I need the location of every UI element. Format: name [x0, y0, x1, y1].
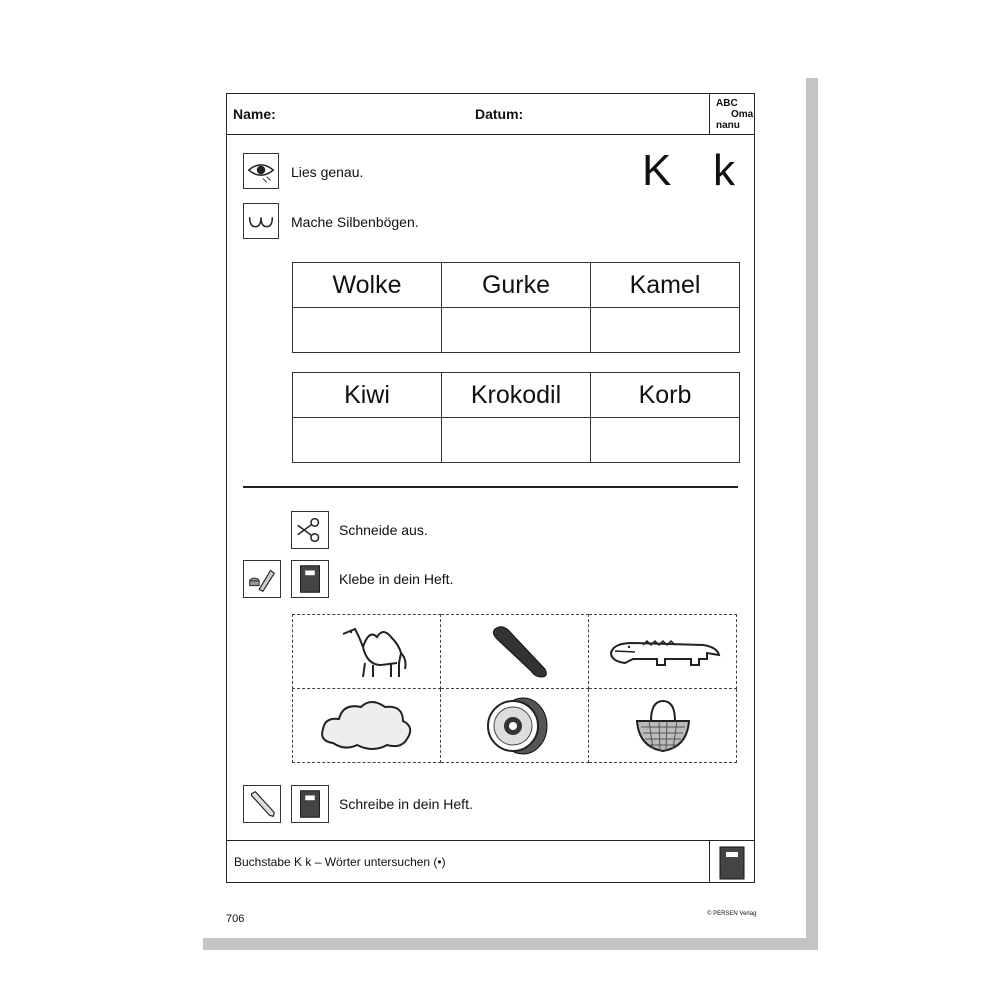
date-label: Datum: — [475, 106, 524, 122]
badge-line: nanu — [716, 120, 740, 131]
badge-line: ABC — [716, 98, 738, 109]
picture-cell[interactable] — [589, 689, 737, 763]
badge-line: Oma — [731, 109, 754, 120]
page-number: 706 — [226, 913, 245, 925]
instruction-syllables: Mache Silbenbögen. — [291, 214, 419, 230]
camel-icon — [307, 619, 427, 685]
picture-cell[interactable] — [293, 689, 441, 763]
crocodile-icon — [603, 619, 723, 685]
publisher-credit: © PERSEN Verlag — [707, 911, 757, 917]
header-divider — [226, 134, 755, 135]
instruction-glue: Klebe in dein Heft. — [339, 571, 454, 587]
word-cell: Kiwi — [293, 373, 442, 418]
word-cell: Gurke — [442, 263, 591, 308]
syllable-arc-icon — [243, 203, 279, 239]
glue-icon — [243, 560, 281, 598]
word-table-2 — [292, 372, 740, 463]
name-label: Name: — [233, 106, 276, 122]
picture-cell[interactable] — [293, 615, 441, 689]
word-cell: Wolke — [293, 263, 442, 308]
picture-cell[interactable] — [589, 615, 737, 689]
answer-cell[interactable] — [442, 308, 591, 353]
kiwi-icon — [455, 693, 575, 759]
cloud-icon — [307, 693, 427, 759]
word-cell: Korb — [591, 373, 740, 418]
letter-lower: k — [713, 146, 735, 195]
notebook-icon — [291, 785, 329, 823]
picture-cell[interactable] — [441, 615, 589, 689]
abc-badge — [716, 98, 753, 131]
header-badge-divider — [709, 93, 710, 135]
letter-upper: K — [642, 146, 672, 195]
pencil-icon — [243, 785, 281, 823]
instruction-cut: Schneide aus. — [339, 522, 428, 538]
cucumber-icon — [455, 619, 575, 685]
answer-cell[interactable] — [591, 418, 740, 463]
footer-caption: Buchstabe K k – Wörter untersuchen (•) — [234, 855, 446, 869]
word-cell: Kamel — [591, 263, 740, 308]
basket-icon — [603, 693, 723, 759]
answer-cell[interactable] — [591, 308, 740, 353]
word-table-1 — [292, 262, 740, 353]
instruction-write: Schreibe in dein Heft. — [339, 796, 473, 812]
section-divider — [243, 486, 738, 488]
worksheet-frame — [226, 93, 755, 883]
picture-cell[interactable] — [441, 689, 589, 763]
answer-cell[interactable] — [293, 418, 442, 463]
picture-cutout-grid — [292, 614, 737, 763]
scissors-icon — [291, 511, 329, 549]
footer-icon-divider — [709, 840, 710, 883]
eye-icon — [243, 153, 279, 189]
instruction-read: Lies genau. — [291, 164, 364, 180]
footer-notebook-icon — [719, 846, 745, 880]
answer-cell[interactable] — [293, 308, 442, 353]
word-cell: Krokodil — [442, 373, 591, 418]
footer-divider — [226, 840, 755, 841]
answer-cell[interactable] — [442, 418, 591, 463]
notebook-icon — [291, 560, 329, 598]
